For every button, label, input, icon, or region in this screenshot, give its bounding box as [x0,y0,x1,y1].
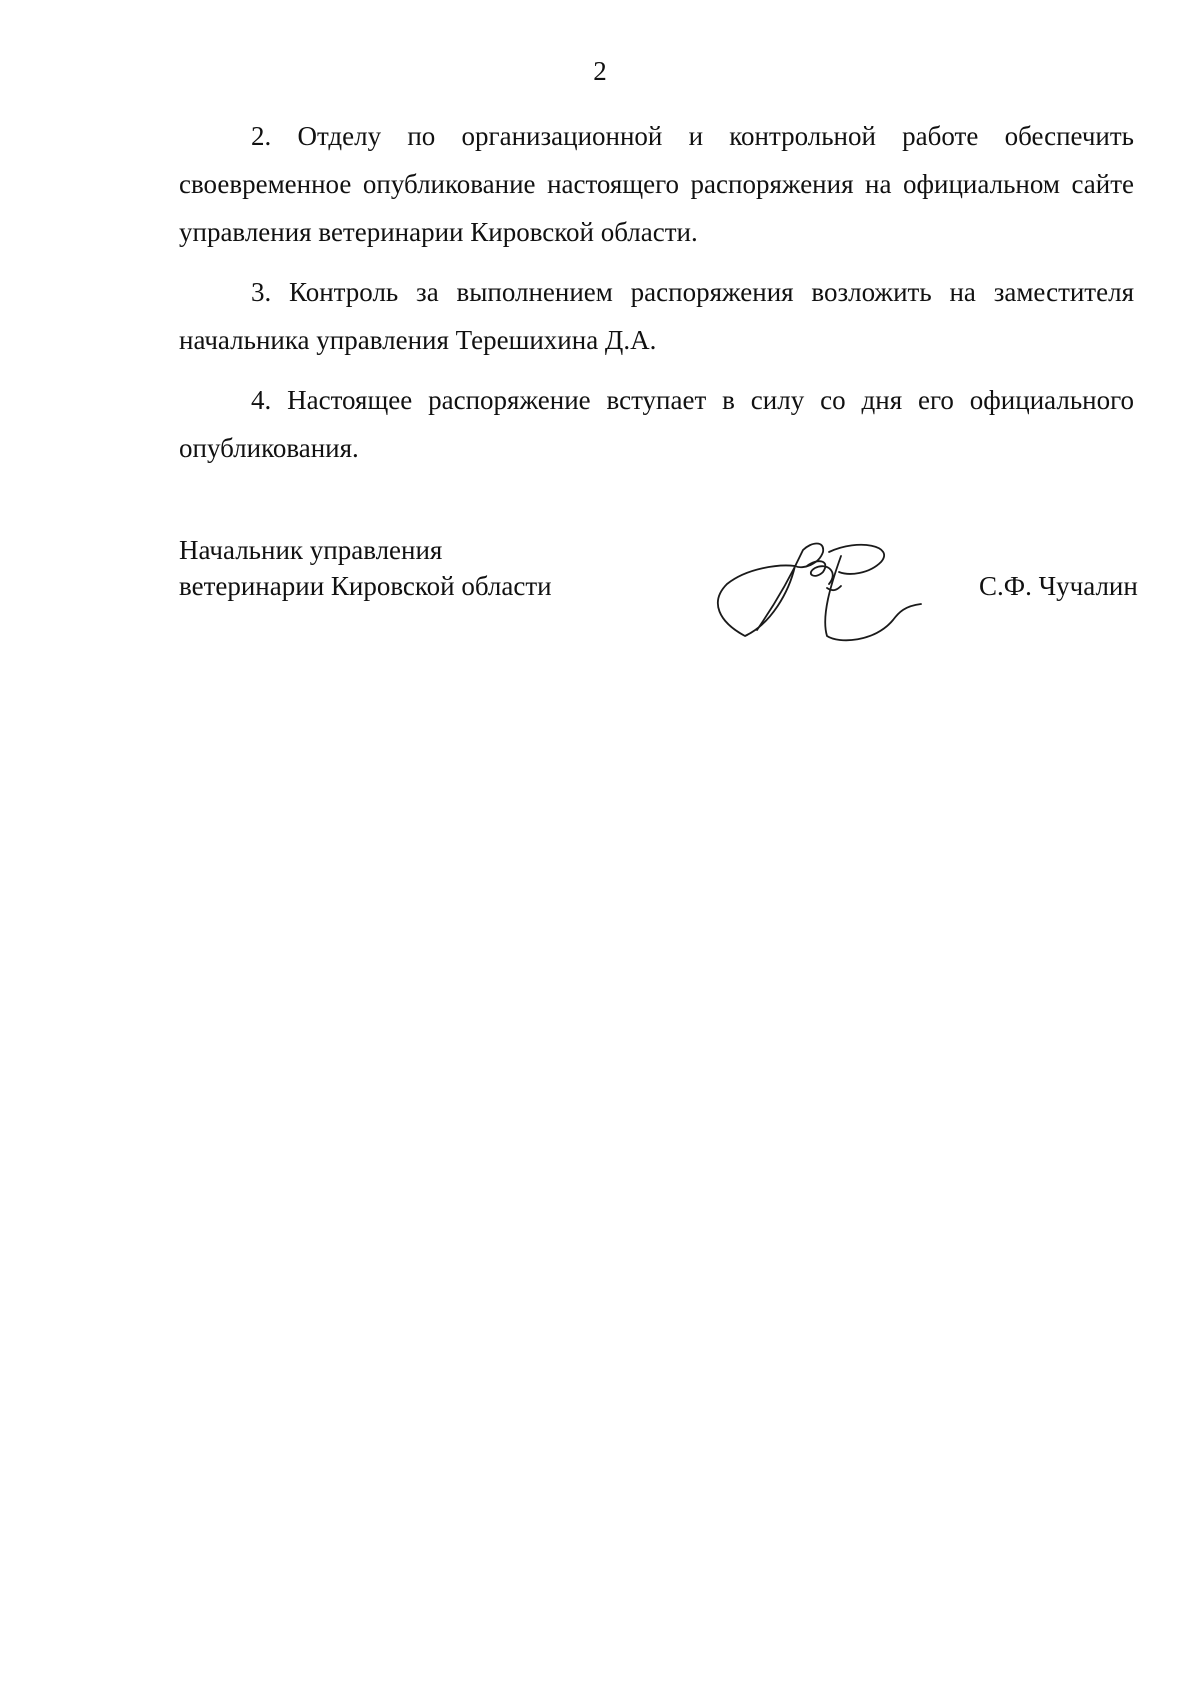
signature-block [179,532,1179,652]
document-body [179,112,1134,484]
paragraph-effective-date: 4. Настоящее распоряжение вступает в силу со дня его официального опубликования. [179,385,1134,463]
signer-name: С.Ф. Чучалин [979,571,1138,601]
page-number: 2 [593,56,607,86]
signer-position [179,532,552,604]
signer-position-line-1: Начальник управления [179,535,443,565]
paragraph-publication: 2. Отделу по организационной и контрольной работе обеспечить своевременное опубликование настоящего распоряжения на официальном сайте управления ветеринарии Кировской области. [179,121,1134,247]
paragraph-control: 3. Контроль за выполнением распоряжения возложить на заместителя начальника управления Терешихина Д.А. [179,277,1134,355]
handwritten-signature-icon [699,532,929,652]
signer-position-line-2: ветеринарии Кировской области [179,571,552,601]
